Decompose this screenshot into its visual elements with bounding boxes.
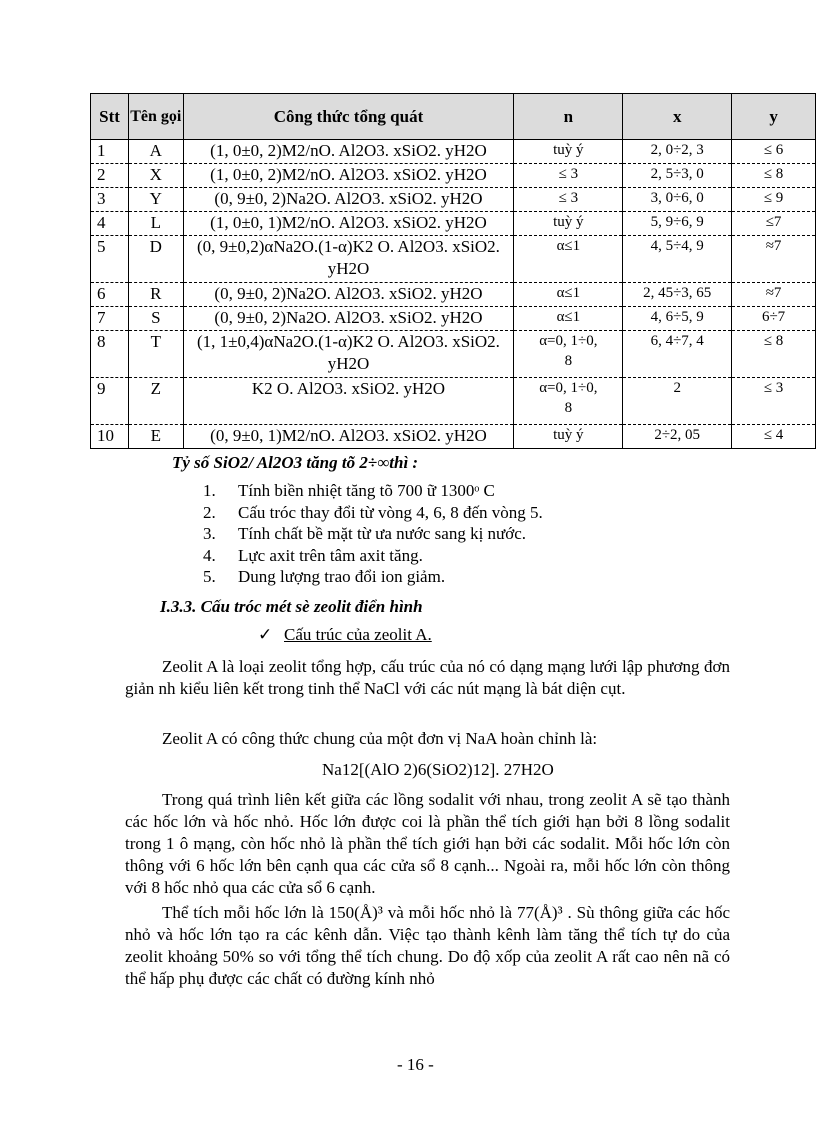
header-y: y	[732, 94, 816, 140]
zeolite-table	[90, 93, 816, 449]
list-item-number: 5.	[203, 567, 216, 586]
table-row	[91, 283, 816, 307]
page-number: - 16 -	[397, 1055, 434, 1074]
cell-x: 5, 9÷6, 9	[623, 212, 732, 236]
list-item-number: 2.	[203, 502, 216, 522]
cell-y: ≤ 8	[732, 331, 816, 378]
cell-ten: A	[129, 140, 183, 164]
cell-ten: T	[129, 331, 183, 378]
paragraph-formula-intro: Zeolit A có công thức chung của một đơn vị NaA hoàn chỉnh là:	[162, 729, 598, 748]
cell-n: α≤1	[514, 236, 623, 283]
cell-formula: (1, 0±0, 1)M2/nO. Al2O3. xSiO2. yH2O	[183, 212, 514, 236]
cell-x: 2, 45÷3, 65	[623, 283, 732, 307]
cell-stt: 6	[91, 283, 129, 307]
cell-y: ≤7	[732, 212, 816, 236]
list-item-text: Lực axit trên tâm axit tăng.	[238, 545, 423, 565]
list-item-text: Tính chất bề mặt từ ưa nước sang kị nước.	[238, 524, 527, 543]
cell-formula: (1, 1±0,4)αNa2O.(1-α)K2 O. Al2O3. xSiO2. yH2O	[183, 331, 514, 378]
cell-n: α=0, 1÷0, 8	[514, 378, 623, 425]
cell-x: 4, 6÷5, 9	[623, 307, 732, 331]
cell-stt: 3	[91, 188, 129, 212]
ratio-heading: Tỷ số SiO2/ Al2O3 tăng tõ 2÷∞thì :	[172, 453, 419, 472]
effects-list	[203, 480, 543, 588]
cell-n: tuỳ ý	[514, 212, 623, 236]
cell-y: ≈7	[732, 236, 816, 283]
cell-stt: 8	[91, 331, 129, 378]
subsection-title: Cấu trúc của zeolit A.	[284, 625, 432, 644]
cell-stt: 5	[91, 236, 129, 283]
cell-formula: (0, 9±0, 2)Na2O. Al2O3. xSiO2. yH2O	[183, 283, 514, 307]
cell-stt: 9	[91, 378, 129, 425]
cell-y: ≤ 4	[732, 425, 816, 449]
cell-ten: E	[129, 425, 183, 449]
list-item	[203, 545, 543, 567]
section-heading: I.3.3. Cấu tróc mét sè zeolit điển hình	[160, 597, 423, 616]
cell-n: α≤1	[514, 283, 623, 307]
list-item	[203, 523, 543, 545]
cell-stt: 2	[91, 164, 129, 188]
cell-y: ≈7	[732, 283, 816, 307]
subsection-heading	[258, 625, 432, 645]
cell-n: ≤ 3	[514, 188, 623, 212]
cell-x: 2, 0÷2, 3	[623, 140, 732, 164]
cell-x: 2	[623, 378, 732, 425]
paragraph-cavities: Trong quá trình liên kết giữa các lồng sodalit với nhau, trong zeolit A sẽ tạo thành các hốc lớn và hốc nhỏ. Hốc lớn được coi là phần thể tích giới hạn bởi 8 lồng sodalit trong 1 ô mạng, còn hốc nhỏ là phần thể tích giới hạn bởi các sodalit. Mỗi hốc lớn còn thông với 6 hốc lớn bên cạnh qua các cửa sổ 8 cạnh... Ngoài ra, mỗi hốc lớn còn thông với 8 hốc nhỏ qua các cửa sổ 6 cạnh.	[125, 790, 730, 897]
cell-x: 2÷2, 05	[623, 425, 732, 449]
table-row	[91, 378, 816, 425]
cell-y: ≤ 8	[732, 164, 816, 188]
cell-n: tuỳ ý	[514, 140, 623, 164]
cell-ten: X	[129, 164, 183, 188]
cell-y: 6÷7	[732, 307, 816, 331]
cell-stt: 4	[91, 212, 129, 236]
table-row	[91, 188, 816, 212]
cell-ten: D	[129, 236, 183, 283]
header-ten-goi: Tên gọi	[129, 94, 183, 140]
cell-n: tuỳ ý	[514, 425, 623, 449]
list-item-text: Dung lượng trao đổi ion giảm.	[238, 567, 446, 586]
cell-y: ≤ 3	[732, 378, 816, 425]
table-header-row	[91, 94, 816, 140]
header-stt: Stt	[91, 94, 129, 140]
cell-stt: 1	[91, 140, 129, 164]
header-n: n	[514, 94, 623, 140]
table-row	[91, 212, 816, 236]
table-row	[91, 164, 816, 188]
cell-n: ≤ 3	[514, 164, 623, 188]
table-row	[91, 425, 816, 449]
cell-x: 3, 0÷6, 0	[623, 188, 732, 212]
list-item	[203, 480, 543, 502]
checkmark-icon: ✓	[258, 625, 273, 644]
cell-formula: (0, 9±0, 2)Na2O. Al2O3. xSiO2. yH2O	[183, 307, 514, 331]
list-item	[203, 566, 543, 588]
list-item-number: 3.	[203, 524, 216, 543]
cell-x: 2, 5÷3, 0	[623, 164, 732, 188]
list-item-number: 1.	[203, 481, 216, 500]
list-item-text: Cấu tróc thay đổi từ vòng 4, 6, 8 đến vòng 5.	[238, 502, 543, 522]
cell-ten: Y	[129, 188, 183, 212]
paragraph-volume: Thể tích mỗi hốc lớn là 150(Å)³ và mỗi hốc nhỏ là 77(Å)³ . Sù thông giữa các hốc nhỏ và hốc lớn tạo ra các kênh dẫn. Việc tạo thành kênh làm tăng thể tích tự do của zeolit khoảng 50% so với tổng thể tích chung. Do độ xốp của zeolit A rất cao nên nã có thể hấp phụ được các chất có đường kính nhỏ	[125, 903, 730, 988]
cell-ten: Z	[129, 378, 183, 425]
list-item-number: 4.	[203, 545, 216, 565]
list-item-text: Tính biền nhiệt tăng tõ 700 ữ 1300ᵒ C	[238, 481, 495, 500]
cell-y: ≤ 9	[732, 188, 816, 212]
header-x: x	[623, 94, 732, 140]
cell-n: α=0, 1÷0, 8	[514, 331, 623, 378]
table-row	[91, 331, 816, 378]
cell-y: ≤ 6	[732, 140, 816, 164]
cell-formula: K2 O. Al2O3. xSiO2. yH2O	[183, 378, 514, 425]
cell-ten: L	[129, 212, 183, 236]
cell-n: α≤1	[514, 307, 623, 331]
cell-x: 6, 4÷7, 4	[623, 331, 732, 378]
cell-formula: (0, 9±0,2)αNa2O.(1-α)K2 O. Al2O3. xSiO2. yH2O	[183, 236, 514, 283]
cell-formula: (1, 0±0, 2)M2/nO. Al2O3. xSiO2. yH2O	[183, 164, 514, 188]
cell-stt: 10	[91, 425, 129, 449]
paragraph-intro: Zeolit A là loại zeolit tổng hợp, cấu trúc của nó có dạng mạng lưới lập phương đơn giản nh kiểu liên kết trong tinh thể NaCl với các nút mạng là bát diện cụt.	[125, 657, 730, 698]
cell-ten: S	[129, 307, 183, 331]
list-item	[203, 502, 543, 524]
table-row	[91, 236, 816, 283]
table-row	[91, 307, 816, 331]
cell-stt: 7	[91, 307, 129, 331]
naa-formula: Na12[(AlO 2)6(SiO2)12]. 27H2O	[322, 760, 554, 779]
cell-formula: (0, 9±0, 1)M2/nO. Al2O3. xSiO2. yH2O	[183, 425, 514, 449]
table-row	[91, 140, 816, 164]
cell-formula: (1, 0±0, 2)M2/nO. Al2O3. xSiO2. yH2O	[183, 140, 514, 164]
cell-ten: R	[129, 283, 183, 307]
cell-x: 4, 5÷4, 9	[623, 236, 732, 283]
header-cong-thuc: Công thức tổng quát	[183, 94, 514, 140]
cell-formula: (0, 9±0, 2)Na2O. Al2O3. xSiO2. yH2O	[183, 188, 514, 212]
